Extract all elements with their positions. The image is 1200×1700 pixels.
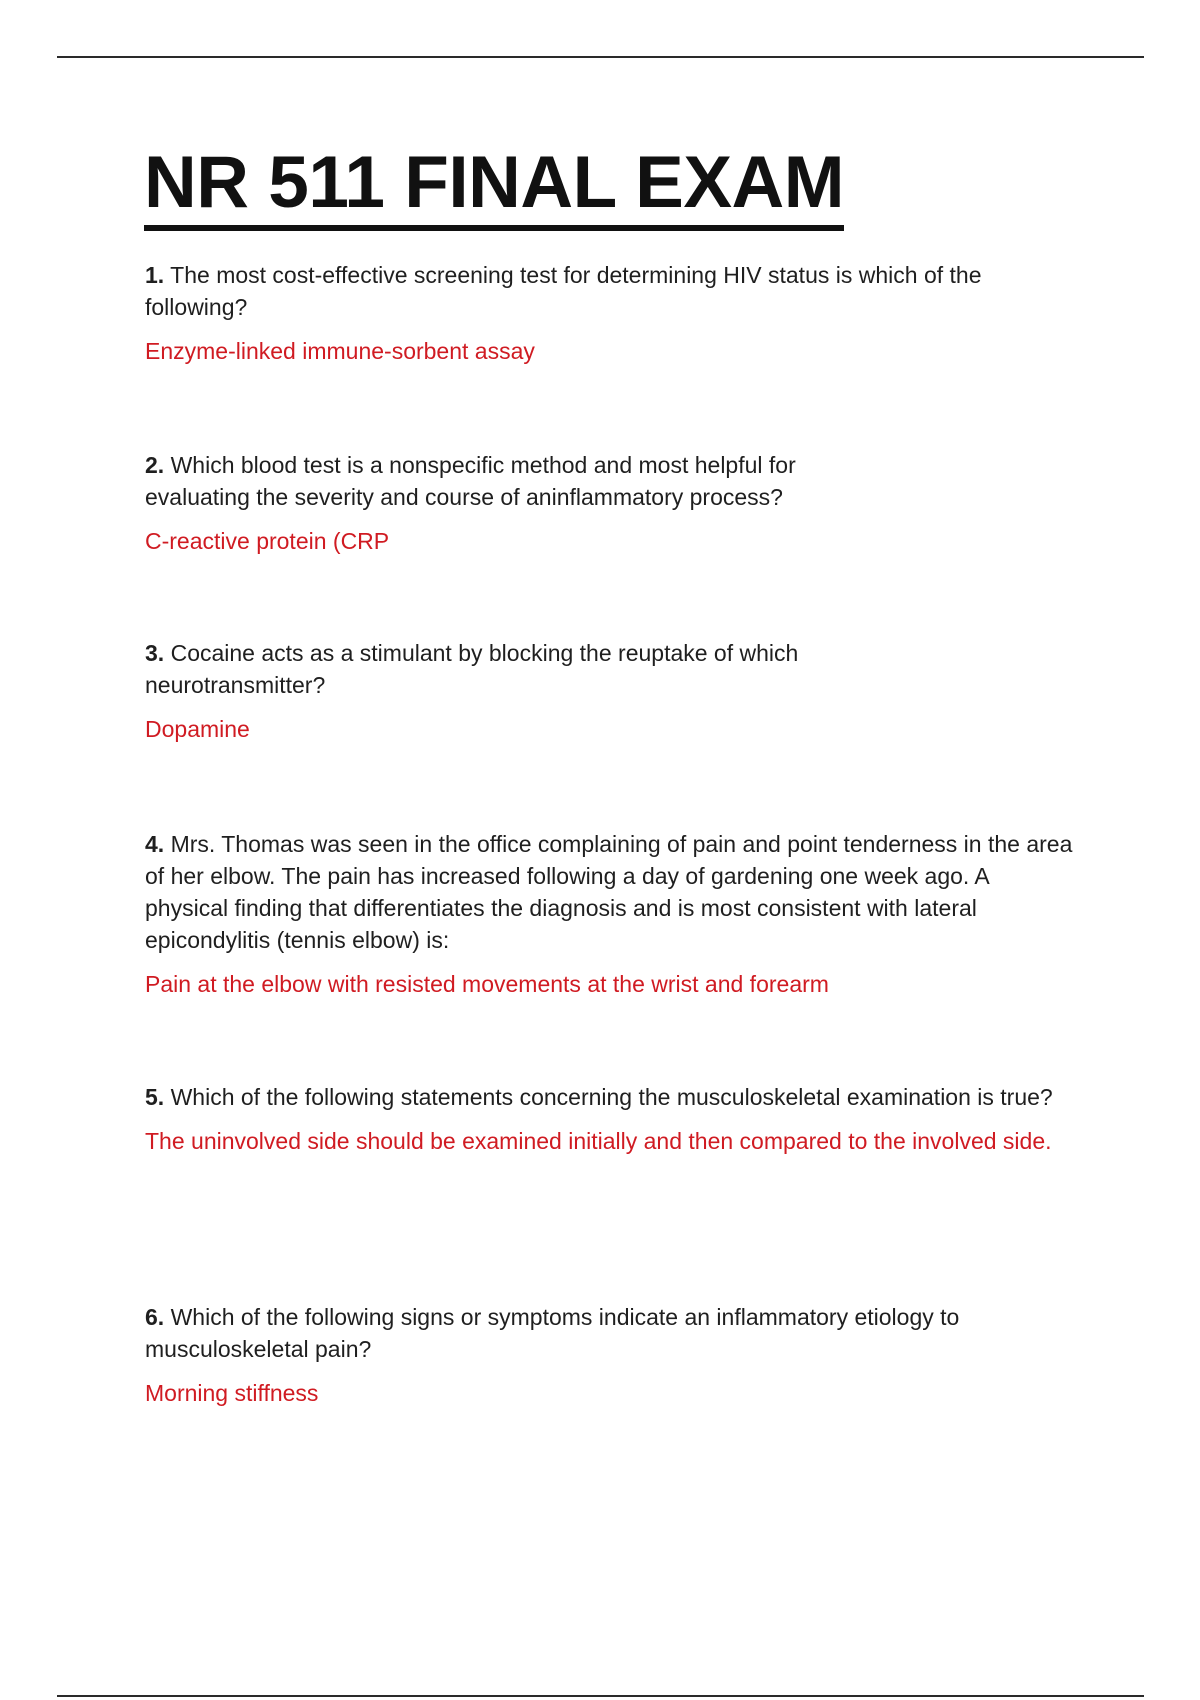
question-text: Which of the following statements concerning the musculoskeletal examination is true?: [170, 1084, 1053, 1110]
question-block-5: [145, 1081, 1075, 1157]
answer-5: The uninvolved side should be examined initially and then compared to the involved side.: [145, 1128, 1052, 1154]
top-divider: [57, 56, 1144, 58]
question-5: [145, 1081, 1075, 1113]
answer-6: Morning stiffness: [145, 1380, 319, 1406]
question-text: Mrs. Thomas was seen in the office complaining of pain and point tenderness in the area of her elbow. The pain has increased following a day of gardening one week ago. A physical finding that differentiates the diagnosis and is most consistent with lateral epicondylitis (tennis elbow) is:: [145, 831, 1073, 953]
question-6: [145, 1301, 1075, 1365]
question-block-6: [145, 1301, 1075, 1409]
question-text: Cocaine acts as a stimulant by blocking the reuptake of which neurotransmitter?: [145, 640, 799, 698]
question-number: 6.: [145, 1304, 165, 1330]
answer-1: Enzyme-linked immune-sorbent assay: [145, 338, 535, 364]
question-number: 5.: [145, 1084, 165, 1110]
question-1: [145, 259, 1075, 323]
question-block-3: [145, 637, 865, 745]
bottom-divider: [57, 1695, 1144, 1697]
question-block-1: [145, 259, 1075, 367]
question-number: 3.: [145, 640, 165, 666]
question-block-2: [145, 449, 865, 557]
answer-3: Dopamine: [145, 716, 250, 742]
answer-4: Pain at the elbow with resisted movements at the wrist and forearm: [145, 971, 829, 997]
question-3: [145, 637, 865, 701]
question-number: 2.: [145, 452, 165, 478]
question-4: [145, 828, 1075, 956]
question-block-4: [145, 828, 1075, 1000]
question-text: Which of the following signs or symptoms indicate an inflammatory etiology to musculoskeletal pain?: [145, 1304, 960, 1362]
page-title: NR 511 FINAL EXAM: [144, 146, 844, 231]
question-text: Which blood test is a nonspecific method and most helpful for evaluating the severity and course of aninflammatory process?: [145, 452, 796, 510]
question-text: The most cost-effective screening test for determining HIV status is which of the following?: [145, 262, 982, 320]
question-number: 4.: [145, 831, 165, 857]
question-number: 1.: [145, 262, 165, 288]
answer-2: C-reactive protein (CRP: [145, 528, 390, 554]
question-2: [145, 449, 865, 513]
